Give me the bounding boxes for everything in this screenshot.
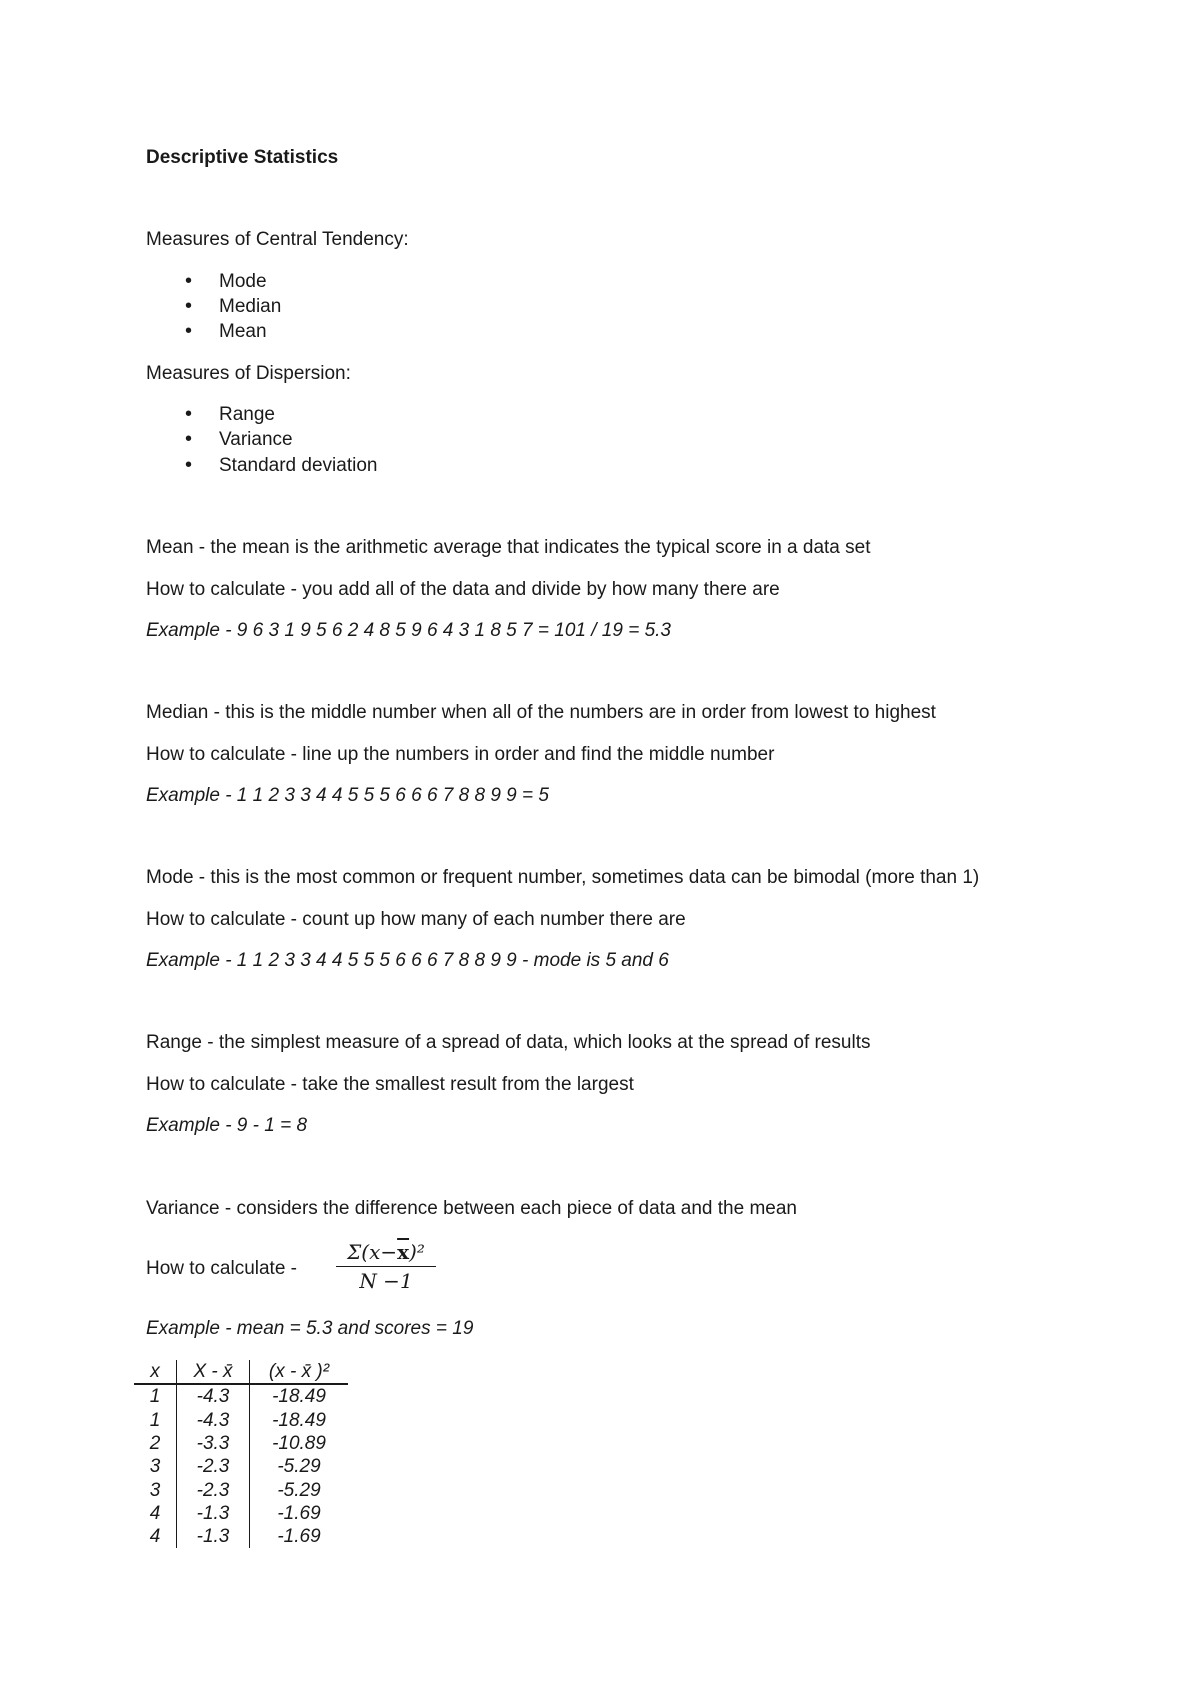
variance-formula — [336, 1240, 436, 1293]
list-item: • Standard deviation — [219, 455, 377, 477]
table-cell: -1.69 — [277, 1526, 321, 1548]
table-cell: -2.3 — [177, 1478, 250, 1501]
table-row — [134, 1525, 348, 1548]
formula-numerator — [336, 1240, 436, 1267]
list-item: • Median — [219, 296, 281, 318]
variance-how: How to calculate - — [146, 1258, 298, 1279]
table-cell: -2.3 — [177, 1455, 250, 1478]
column-header-squared: (x - x̄ )² — [250, 1360, 349, 1384]
mean-how: How to calculate - you add all of the data and divide by how many there are — [146, 579, 780, 600]
table-cell: 4 — [134, 1525, 177, 1548]
table-row — [134, 1432, 348, 1455]
median-example: Example - 1 1 2 3 3 4 4 5 5 5 6 6 6 7 8 8 9 9 = 5 — [146, 785, 549, 806]
table-row — [134, 1455, 348, 1478]
table-cell: 2 — [134, 1432, 177, 1455]
formula-numerator-suffix: )² — [409, 1240, 425, 1264]
table-cell: -4.3 — [177, 1409, 250, 1432]
table-cell: -4.3 — [177, 1384, 250, 1408]
mode-example: Example - 1 1 2 3 3 4 4 5 5 5 6 6 6 7 8 8 9 9 - mode is 5 and 6 — [146, 950, 669, 971]
page-title: Descriptive Statistics — [146, 147, 339, 168]
central-tendency-heading: Measures of Central Tendency: — [146, 229, 409, 250]
list-item: • Mean — [219, 321, 267, 343]
table-cell: -1.69 — [277, 1502, 321, 1524]
table-row — [134, 1384, 348, 1408]
column-header-x: x — [134, 1360, 177, 1384]
table-cell: -1.3 — [177, 1525, 250, 1548]
mode-definition: Mode - this is the most common or frequent number, sometimes data can be bimodal (more than 1) — [146, 867, 980, 888]
table-cell: 1 — [134, 1384, 177, 1408]
column-header-deviation: X - x̄ — [177, 1360, 250, 1384]
table-header-row — [134, 1360, 348, 1384]
table-cell: -3.3 — [177, 1432, 250, 1455]
list-item: • Mode — [219, 271, 267, 293]
formula-numerator-prefix: Σ(x− — [347, 1240, 398, 1264]
range-how: How to calculate - take the smallest result from the largest — [146, 1074, 634, 1095]
table-row — [134, 1502, 348, 1525]
dispersion-heading: Measures of Dispersion: — [146, 363, 351, 384]
table-cell: -5.29 — [277, 1456, 321, 1478]
median-how: How to calculate - line up the numbers in order and find the middle number — [146, 744, 775, 765]
mean-example: Example - 9 6 3 1 9 5 6 2 4 8 5 9 6 4 3 1 8 5 7 = 101 / 19 = 5.3 — [146, 620, 671, 641]
mean-definition: Mean - the mean is the arithmetic average that indicates the typical score in a data set — [146, 537, 871, 558]
table-cell: -5.29 — [277, 1479, 321, 1501]
range-example: Example - 9 - 1 = 8 — [146, 1115, 308, 1136]
table-cell: 1 — [134, 1409, 177, 1432]
table-cell: -18.49 — [272, 1409, 326, 1431]
table-row — [134, 1409, 348, 1432]
table-row — [134, 1478, 348, 1501]
list-item: • Variance — [219, 429, 293, 451]
variance-example: Example - mean = 5.3 and scores = 19 — [146, 1318, 474, 1339]
table-cell: 4 — [134, 1502, 177, 1525]
table-cell: 3 — [134, 1455, 177, 1478]
table-cell: -10.89 — [272, 1433, 326, 1455]
table-cell: -18.49 — [272, 1386, 326, 1408]
deviation-table — [134, 1360, 348, 1548]
list-item: • Range — [219, 404, 275, 426]
mode-how: How to calculate - count up how many of each number there are — [146, 909, 686, 930]
formula-denominator: N −1 — [359, 1269, 413, 1293]
table-cell: -1.3 — [177, 1502, 250, 1525]
formula-mean-symbol: $\overline{x}$ — [397, 1240, 410, 1264]
table-cell: 3 — [134, 1478, 177, 1501]
median-definition: Median - this is the middle number when all of the numbers are in order from lowest to highest — [146, 702, 936, 723]
variance-definition: Variance - considers the difference between each piece of data and the mean — [146, 1198, 798, 1219]
range-definition: Range - the simplest measure of a spread of data, which looks at the spread of results — [146, 1032, 871, 1053]
